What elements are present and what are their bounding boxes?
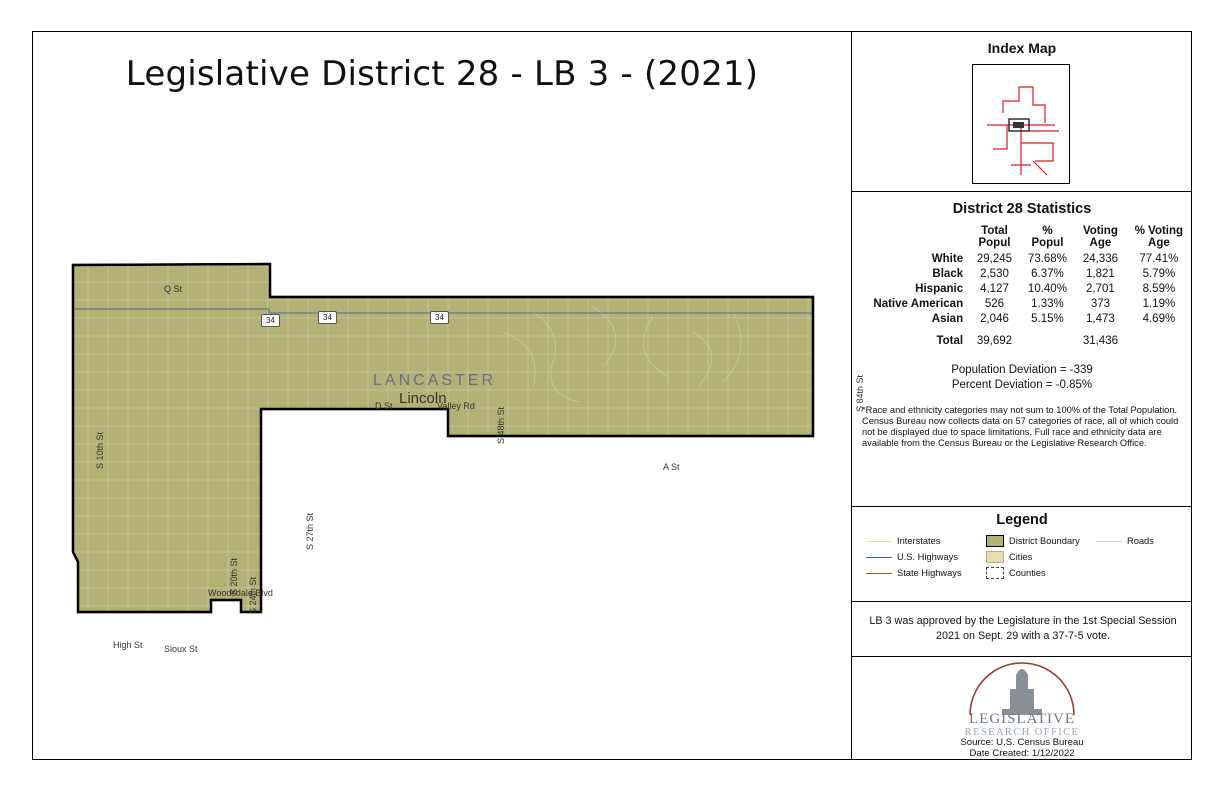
- row-label-asian: Asian: [931, 312, 964, 325]
- cell-native-american-pct-popul: 1.33%: [1031, 297, 1064, 310]
- logo-section: [852, 657, 1192, 759]
- row-label-hispanic: Hispanic: [915, 282, 964, 295]
- street-label-valley-rd: Valley Rd: [437, 401, 475, 411]
- row-label-native-american: Native American: [873, 297, 964, 310]
- legend-label-counties: Counties: [1009, 568, 1046, 578]
- date-created-line: Date Created: 1/12/2022: [969, 748, 1075, 759]
- street-label-s-20th-st: S 20th St: [229, 557, 239, 595]
- deviation-block: [852, 363, 1192, 393]
- index-map-title: Index Map: [987, 40, 1057, 56]
- cell-total-pct-popul: [1020, 326, 1075, 349]
- street-label-s-24th-st: S 24th St: [248, 576, 258, 614]
- approval-note: LB 3 was approved by the Legislature in the 1st Special Session 2021 on Sept. 29 with a 37-7-5 vote.: [869, 615, 1177, 642]
- statistics-section: [852, 192, 1192, 507]
- cell-white-pct-voting-age: 77.41%: [1139, 252, 1179, 265]
- cell-hispanic-pct-voting-age: 8.59%: [1142, 282, 1176, 295]
- row-label-total: Total: [936, 335, 964, 347]
- legend-section: [852, 507, 1192, 602]
- cell-black-pct-voting-age: 5.79%: [1142, 267, 1176, 280]
- map-panel[interactable]: [33, 32, 865, 759]
- district-boundary-swatch-icon: [986, 535, 1004, 547]
- col-header-pct-popul: % Popul: [1031, 225, 1064, 249]
- legend-item-counties: [986, 567, 1096, 579]
- col-header-voting-age: Voting Age: [1082, 225, 1118, 249]
- statistics-table: [852, 225, 1192, 349]
- cell-hispanic-total-popul: 4,127: [980, 282, 1009, 295]
- legend-item-cities: [986, 551, 1096, 563]
- legend-title: Legend: [996, 512, 1048, 528]
- legend-item-state-highways: [866, 567, 986, 579]
- col-header-pct-voting-age: % Voting Age: [1134, 225, 1184, 249]
- cell-total-pct-voting-age: [1126, 326, 1192, 349]
- legend-item-interstates: [866, 535, 986, 547]
- street-label-q-st: Q St: [164, 284, 183, 294]
- cell-total-voting-age: 31,436: [1082, 335, 1118, 347]
- legend-item-us-highways: [866, 551, 986, 563]
- right-column: [852, 32, 1192, 759]
- highway-shield-34-a: 34: [261, 314, 280, 327]
- interstates-line-icon: [866, 541, 892, 542]
- col-header-total-popul: Total Popul: [978, 225, 1011, 249]
- legend-label-us-highways: U.S. Highways: [897, 552, 958, 562]
- legend-label-interstates: Interstates: [897, 536, 941, 546]
- logo-wrap: [852, 657, 1192, 759]
- cell-black-total-popul: 2,530: [980, 267, 1009, 280]
- cell-hispanic-pct-popul: 10.40%: [1027, 282, 1067, 295]
- cell-asian-pct-voting-age: 4.69%: [1142, 312, 1176, 325]
- street-label-s-27th-st: S 27th St: [305, 512, 315, 550]
- street-label-s-10th-st: S 10th St: [95, 431, 105, 469]
- counties-swatch-icon: [986, 567, 1004, 579]
- street-label-d-st: D St: [375, 401, 393, 411]
- city-label-lincoln: Lincoln: [399, 390, 447, 407]
- street-label-s-48th-st: S 48th St: [496, 406, 506, 444]
- source-line: Source: U.S. Census Bureau: [960, 737, 1084, 748]
- legend-label-cities: Cities: [1009, 552, 1033, 562]
- street-label-high-st: High St: [113, 640, 143, 650]
- street-label-s-84th-st: S 84th St: [855, 374, 865, 412]
- cell-asian-pct-popul: 5.15%: [1031, 312, 1064, 325]
- cell-asian-total-popul: 2,046: [980, 312, 1009, 325]
- index-map-section: [852, 32, 1192, 192]
- col-header-blank: [852, 225, 969, 251]
- table-row: [852, 251, 1192, 266]
- cities-swatch-icon: [986, 551, 1004, 563]
- table-header-row: [852, 225, 1192, 251]
- legend-item-district-boundary: [986, 535, 1096, 547]
- cell-native-american-pct-voting-age: 1.19%: [1142, 297, 1176, 310]
- percent-deviation: Percent Deviation = -0.85%: [951, 378, 1093, 391]
- cell-white-voting-age: 24,336: [1082, 252, 1118, 265]
- table-row-total: [852, 326, 1192, 349]
- legend-label-roads: Roads: [1127, 536, 1154, 546]
- state-highways-line-icon: [866, 573, 892, 574]
- cell-native-american-voting-age: 373: [1090, 297, 1110, 310]
- legend-spacer: [1096, 551, 1178, 563]
- highway-shield-34-c: 34: [430, 311, 449, 324]
- logo-line-2: RESEARCH OFFICE: [964, 727, 1080, 738]
- county-label: LANCASTER: [373, 372, 497, 389]
- statistics-footnote: *Race and ethnicity categories may not sum to 100% of the Total Population. Census Bureau now collects data on 57 categories of race, all of which could not be displayed due to space limitations. Full race and ethnicity data are available from the Census Bureau or the Legislative Research Office.: [862, 404, 1179, 449]
- approval-note-section: [852, 602, 1192, 657]
- highway-shield-34-b: 34: [318, 311, 337, 324]
- cell-white-total-popul: 29,245: [976, 252, 1013, 265]
- street-label-a-st: A St: [663, 462, 680, 472]
- cell-asian-voting-age: 1,473: [1086, 312, 1115, 325]
- street-label-woodsdale-blvd: Woodsdale Blvd: [208, 588, 273, 598]
- row-label-black: Black: [932, 267, 964, 280]
- cell-native-american-total-popul: 526: [984, 297, 1005, 310]
- legend-spacer-2: [1096, 567, 1178, 579]
- cell-white-pct-popul: 73.68%: [1027, 252, 1067, 265]
- table-row: [852, 281, 1192, 296]
- legend-label-state-highways: State Highways: [897, 568, 962, 578]
- logo-line-1: LEGISLATIVE: [969, 711, 1075, 727]
- table-row: [852, 266, 1192, 281]
- table-row: [852, 296, 1192, 311]
- table-row: [852, 311, 1192, 326]
- legend-grid: [866, 535, 1178, 579]
- page-title: Legislative District 28 - LB 3 - (2021): [125, 54, 759, 94]
- index-map-graphic: [973, 65, 1069, 183]
- roads-line-icon: [1096, 541, 1122, 542]
- cell-total-total-popul: 39,692: [976, 335, 1013, 347]
- us-highways-line-icon: [866, 557, 892, 558]
- cell-black-voting-age: 1,821: [1086, 267, 1115, 280]
- legend-item-roads: [1096, 535, 1178, 547]
- cell-black-pct-popul: 6.37%: [1031, 267, 1064, 280]
- population-deviation: Population Deviation = -339: [951, 363, 1093, 376]
- cell-hispanic-voting-age: 2,701: [1086, 282, 1115, 295]
- statistics-title: District 28 Statistics: [952, 201, 1092, 217]
- street-label-sioux-st: Sioux St: [164, 644, 198, 654]
- row-label-white: White: [931, 252, 964, 265]
- index-map-box: [972, 64, 1070, 184]
- legend-label-district-boundary: District Boundary: [1009, 536, 1080, 546]
